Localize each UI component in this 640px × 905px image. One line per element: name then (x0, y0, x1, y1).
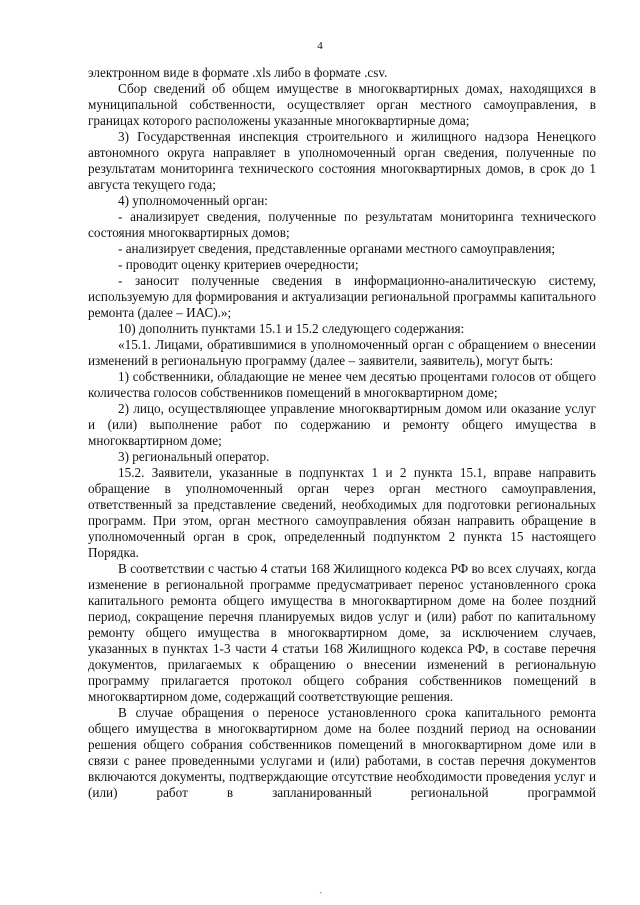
document-body (88, 65, 596, 801)
paragraph: 3) Государственная инспекция строительного и жилищного надзора Ненецкого автономного округа направляет в уполномоченный орган сведения, полученные по результатам мониторинга технического состояния многоквартирных домов, в срок до 1 августа текущего года; (88, 129, 596, 192)
paragraph: 10) дополнить пунктами 15.1 и 15.2 следующего содержания: (118, 321, 465, 336)
paragraph: В соответствии с частью 4 статьи 168 Жилищного кодекса РФ во всех случаях, когда изменение в региональной программе предусматривает перенос установленного срока капитального ремонта общего имущества в многоквартирном доме на более поздний период, сокращение перечня планируемых видов услуг и (или) работ по капитальному ремонту общего имущества в многоквартирном доме, за исключением случаев, указанных в пунктах 1-3 части 4 статьи 168 Жилищного кодекса РФ, в составе перечня документов, прилагаемых к обращению о внесении изменений в региональную программу прилагается протокол общего собрания собственников помещений в многоквартирном доме, содержащий соответствующие решения. (88, 561, 596, 704)
paragraph: - проводит оценку критериев очередности; (118, 257, 359, 272)
page-number: 4 (317, 40, 323, 52)
paragraph: 3) региональный оператор. (118, 449, 270, 464)
paragraph: - анализирует сведения, полученные по результатам мониторинга технического состояния многоквартирных домов; (88, 209, 596, 240)
paragraph: электронном виде в формате .xls либо в формате .csv. (88, 65, 388, 80)
paragraph: Сбор сведений об общем имуществе в многоквартирных домах, находящихся в муниципальной собственности, осуществляет орган местного самоуправления, в границах которого расположены указанные многоквартирные дома; (88, 81, 596, 128)
paragraph: 4) уполномоченный орган: (118, 193, 268, 208)
paragraph: 2) лицо, осуществляющее управление многоквартирным домом или оказание услуг и (или) выполнение работ по содержанию и ремонту общего имущества в многоквартирном доме; (88, 401, 596, 448)
paragraph: - анализирует сведения, представленные органами местного самоуправления; (118, 241, 556, 256)
paragraph: В случае обращения о переносе установленного срока капитального ремонта общего имущества в многоквартирном доме на более поздний период на основании решения общего собрания собственников помещений в многоквартирном доме или в связи с ранее проведенными услугами и (или) работами, в состав перечня документов включаются документы, подтверждающие отсутствие необходимости проведения услуг и (или) работ в запланированный региональной программой (88, 705, 596, 800)
paragraph: «15.1. Лицами, обратившимися в уполномоченный орган с обращением о внесении изменений в региональную программу (далее – заявители, заявитель), могут быть: (88, 337, 596, 368)
paragraph: 15.2. Заявители, указанные в подпунктах 1 и 2 пункта 15.1, вправе направить обращение в уполномоченный орган через орган местного самоуправления, ответственный за представление сведений, необходимых для подготовки региональных программ. При этом, орган местного самоуправления обязан направить обращение в уполномоченный орган в срок, определенный подпунктом 2 пункта 15 настоящего Порядка. (88, 465, 596, 560)
paragraph: - заносит полученные сведения в информационно-аналитическую систему, используемую для формирования и актуализации региональной программы капитального ремонта (далее – ИАС).»; (88, 273, 596, 320)
scan-mark: ˎ (319, 883, 323, 894)
paragraph: 1) собственники, обладающие не менее чем десятью процентами голосов от общего количества голосов собственников помещений в многоквартирном доме; (88, 369, 596, 400)
